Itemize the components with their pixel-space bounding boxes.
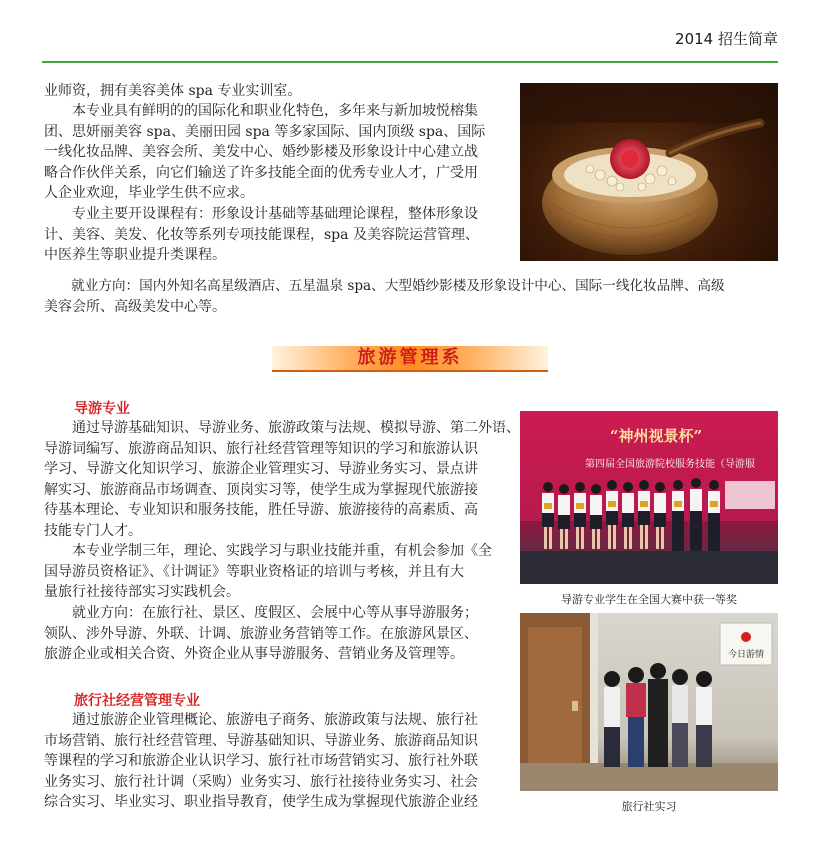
office-sign-text: 今日游情 <box>727 650 765 660</box>
text-line: 待基本理论、专业知识和服务技能，胜任导游、旅游接待的高素质、高 <box>44 502 478 518</box>
text-line: 学习、导游文化知识学习、旅游企业管理实习、导游业务实习、景点讲 <box>44 461 478 477</box>
text-line: 略合作伙伴关系，向它们输送了许多技能全面的优秀专业人才，广受用 <box>44 164 478 181</box>
guide-para-3 <box>44 603 514 665</box>
internship-photo <box>520 613 778 791</box>
text-line: 专业主要开设课程有：形象设计基础等基础理论课程，整体形象设 <box>44 206 478 222</box>
beauty-para-1 <box>44 81 514 102</box>
text-line: 量旅行社接待部实习实践机会。 <box>44 584 240 600</box>
text-line: 旅游企业或相关合资、外资企业从事导游服务、营销业务及管理等。 <box>44 646 464 662</box>
text-line: 人企业欢迎，毕业学生供不应求。 <box>44 185 254 201</box>
text-line: 业师资，拥有美容美体 spa 专业实训室。 <box>44 83 302 99</box>
tourism-dept-banner <box>272 346 548 372</box>
guide-para-2 <box>44 541 514 603</box>
text-line: 导游词编写、旅游商品知识、旅行社经营管理等知识的学习和旅游认识 <box>44 440 478 457</box>
guide-major-heading: 导游专业 <box>74 401 130 417</box>
competition-photo-caption: 导游专业学生在全国大赛中获一等奖 <box>561 593 737 606</box>
text-line: 就业方向：在旅行社、景区、度假区、会展中心等从事导游服务； <box>44 605 478 621</box>
interns-group <box>604 663 712 767</box>
text-line: 通过旅游企业管理概论、旅游电子商务、旅游政策与法规、旅行社 <box>44 712 478 728</box>
beauty-para-2 <box>44 101 514 204</box>
text-line: 中医养生等职业提升类课程。 <box>44 247 226 263</box>
text-line: 通过导游基础知识、导游业务、旅游政策与法规、模拟导游、第二外语、 <box>44 420 520 436</box>
text-line: 解实习、旅游商品市场调查、顶岗实习等，使学生成为掌握现代旅游接 <box>44 481 478 498</box>
text-line: 领队、涉外导游、外联、计调、旅游业务营销等工作。在旅游风景区、 <box>44 625 478 642</box>
text-line: 等课程的学习和旅游企业认识学习、旅行社市场营销实习、旅行社外联 <box>44 753 478 769</box>
text-line: 本专业学制三年，理论、实践学习与职业技能并重，有机会参加《全 <box>44 543 492 559</box>
stage-banner-text-2: 第四届全国旅游院校服务技能（导游服 <box>585 459 755 470</box>
beauty-para-3 <box>44 204 514 266</box>
header-rule <box>42 61 778 63</box>
text-line: 技能专门人才。 <box>44 522 142 539</box>
guide-para-1 <box>44 418 520 541</box>
text-line: 就业方向：国内外知名高星级酒店、五星温泉 spa、大型婚纱影楼及形象设计中心、国际一线化妆品牌、高级 <box>44 278 725 294</box>
banner-label: 旅游管理系 <box>357 347 463 368</box>
office-illustration <box>520 613 778 791</box>
spa-bowl-illustration <box>520 83 778 261</box>
text-line: 一线化妆品牌、美容会所、美发中心、婚纱影楼及形象设计中心建立战 <box>44 144 478 160</box>
text-line: 计、美容、美发、化妆等系列专项技能课程，spa 及美容院运营管理、 <box>44 226 479 243</box>
text-line: 本专业具有鲜明的的国际化和职业化特色，多年来与新加坡悦榕集 <box>44 103 478 119</box>
agency-major-heading: 旅行社经营管理专业 <box>74 693 200 709</box>
agency-para-1 <box>44 710 514 813</box>
competition-photo <box>520 411 778 584</box>
beauty-para-4 <box>44 276 779 317</box>
text-line: 综合实习、毕业实习、职业指导教育，使学生成为掌握现代旅游企业经 <box>44 794 478 810</box>
text-line: 业务实习、旅行社计调（采购）业务实习、旅行社接待业务实习、社会 <box>44 773 478 790</box>
stage-banner-text-1: “神州视景杯” <box>609 427 703 445</box>
page-header-title: 2014 招生简章 <box>675 30 778 48</box>
internship-photo-caption: 旅行社实习 <box>621 800 677 813</box>
text-line: 团、思妍丽美容 spa、美丽田园 spa 等多家国际、国内顶级 spa、国际 <box>44 123 486 140</box>
competition-stage-illustration <box>520 411 778 584</box>
text-line: 国导游员资格证》、《计调证》等职业资格证的培训与考核，并且有大 <box>44 563 464 580</box>
text-line: 市场营销、旅行社经营管理、导游基础知识、导游业务、旅游商品知识 <box>44 732 478 749</box>
text-line: 美容会所、高级美发中心等。 <box>44 298 226 315</box>
spa-photo <box>520 83 778 261</box>
